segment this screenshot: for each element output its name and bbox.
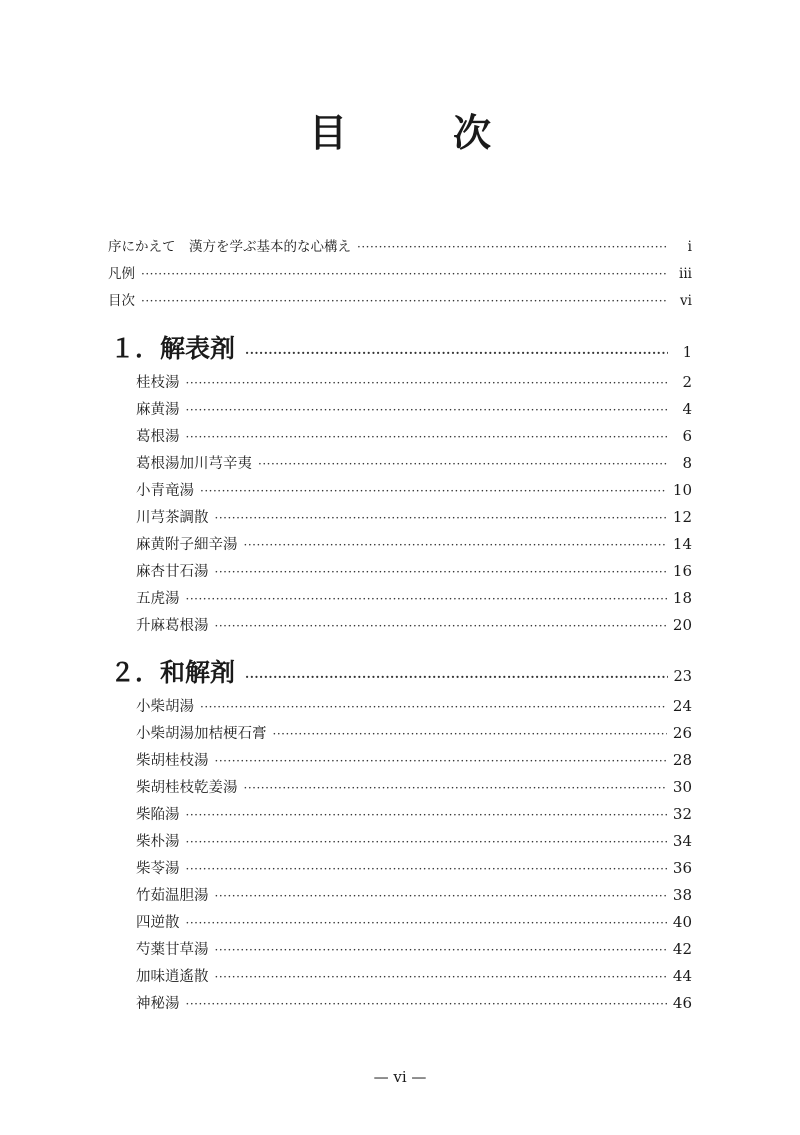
toc-entry-page: 46 [672, 994, 692, 1012]
toc-entry[interactable] [136, 882, 692, 909]
toc-entry-label: 桂枝湯 [136, 375, 180, 391]
chapter-heading: １．解表剤 [110, 334, 236, 363]
toc-entry[interactable] [136, 423, 692, 450]
toc-entry-page: 30 [672, 778, 692, 796]
front-matter [108, 234, 692, 315]
dot-leader [186, 991, 667, 1018]
toc-entry-page: 2 [682, 373, 692, 391]
toc-entry[interactable] [136, 909, 692, 936]
toc-entry[interactable] [136, 531, 692, 558]
toc-entry[interactable] [136, 774, 692, 801]
toc-entry-label: 葛根湯加川芎辛夷 [136, 456, 252, 472]
toc-entry-contents[interactable] [108, 288, 692, 315]
toc-entry-page: 10 [672, 481, 692, 499]
dot-leader [357, 234, 668, 261]
dot-leader [186, 586, 667, 613]
toc-chapter-heading[interactable] [110, 653, 692, 693]
toc-entry[interactable] [136, 963, 692, 990]
toc-entry-label: 神秘湯 [136, 996, 180, 1012]
toc-entry-label: 柴胡桂枝乾姜湯 [136, 780, 238, 796]
toc-entry[interactable] [136, 693, 692, 720]
dot-leader [186, 424, 669, 451]
dot-leader [215, 748, 667, 775]
toc-entry[interactable] [136, 585, 692, 612]
dot-leader [258, 451, 668, 478]
toc-entry-page: 18 [672, 589, 692, 607]
toc-entry-page: 40 [672, 913, 692, 931]
dot-leader [215, 613, 667, 640]
toc-entry-page: 28 [672, 751, 692, 769]
dot-leader [141, 288, 668, 315]
dot-leader [186, 370, 669, 397]
toc-entry[interactable] [136, 369, 692, 396]
toc-chapter-heading[interactable] [110, 329, 692, 369]
toc-entry-notes[interactable] [108, 261, 692, 288]
toc-entry-label: 小青竜湯 [136, 483, 194, 499]
toc-entry-label: 葛根湯 [136, 429, 180, 445]
dot-leader [215, 937, 667, 964]
page-number-footer: — vi — [373, 1068, 427, 1086]
toc-entry[interactable] [136, 801, 692, 828]
toc-entry[interactable] [136, 747, 692, 774]
toc-entry-label: 小柴胡湯加桔梗石膏 [136, 726, 267, 742]
toc-entry-label: 四逆散 [136, 915, 180, 931]
dot-leader [245, 333, 668, 373]
page-title: 目 次 [308, 110, 525, 155]
toc-entry[interactable] [136, 612, 692, 639]
toc-entry-label: 柴陥湯 [136, 807, 180, 823]
dot-leader [245, 657, 668, 697]
dot-leader [244, 775, 667, 802]
toc-entry[interactable] [136, 720, 692, 747]
dot-leader [200, 478, 667, 505]
dot-leader [141, 261, 668, 288]
toc-entry-page: 1 [682, 345, 692, 361]
toc-entry-preface[interactable] [108, 234, 692, 261]
dot-leader [200, 694, 667, 721]
toc-entry-page: 16 [672, 562, 692, 580]
toc-entry[interactable] [136, 990, 692, 1017]
dot-leader [244, 532, 667, 559]
toc-entry-page: 20 [672, 616, 692, 634]
toc-entry-label: 序にかえて 漢方を学ぶ基本的な心構え [108, 239, 351, 255]
toc-entry[interactable] [136, 450, 692, 477]
toc-entry-page: vi [680, 293, 692, 309]
toc-entry[interactable] [136, 558, 692, 585]
chapter-heading: ２．和解剤 [110, 658, 236, 687]
toc-entry-page: 24 [672, 697, 692, 715]
toc-entry-label: 升麻葛根湯 [136, 618, 209, 634]
toc-entry-label: 五虎湯 [136, 591, 180, 607]
toc-entry-label: 芍薬甘草湯 [136, 942, 209, 958]
dot-leader [186, 829, 667, 856]
toc-entry-page: i [687, 239, 692, 255]
toc-entry-page: iii [679, 266, 692, 282]
dot-leader [273, 721, 667, 748]
toc-entry-page: 23 [673, 669, 692, 685]
toc-entry-page: 8 [682, 454, 692, 472]
toc-entry-page: 36 [672, 859, 692, 877]
toc-entry-label: 麻黄附子細辛湯 [136, 537, 238, 553]
toc-entry[interactable] [136, 828, 692, 855]
dot-leader [215, 883, 667, 910]
toc-entry-label: 凡例 [108, 266, 135, 282]
chapter-section [108, 653, 692, 1017]
toc-entry-label: 柴朴湯 [136, 834, 180, 850]
toc-entry-page: 32 [672, 805, 692, 823]
toc-entry-label: 川芎茶調散 [136, 510, 209, 526]
toc-entry[interactable] [136, 477, 692, 504]
toc-entry-label: 加味逍遙散 [136, 969, 209, 985]
dot-leader [215, 964, 667, 991]
toc-entry-page: 42 [672, 940, 692, 958]
toc-entry-page: 34 [672, 832, 692, 850]
dot-leader [215, 505, 667, 532]
dot-leader [186, 397, 669, 424]
toc-entry[interactable] [136, 855, 692, 882]
toc-entry-page: 6 [682, 427, 692, 445]
toc-entry[interactable] [136, 504, 692, 531]
dot-leader [186, 856, 667, 883]
toc-entry-page: 4 [682, 400, 692, 418]
toc-entry-label: 麻黄湯 [136, 402, 180, 418]
toc-entry-label: 竹茹温胆湯 [136, 888, 209, 904]
toc-entry-label: 柴胡桂枝湯 [136, 753, 209, 769]
toc-entry-label: 目次 [108, 293, 135, 309]
toc-entry-page: 44 [672, 967, 692, 985]
toc-entry-page: 12 [672, 508, 692, 526]
dot-leader [186, 802, 667, 829]
chapter-section [108, 329, 692, 639]
toc-entry-label: 柴苓湯 [136, 861, 180, 877]
toc-entry-page: 26 [672, 724, 692, 742]
toc-entry-page: 14 [672, 535, 692, 553]
toc-entry-label: 小柴胡湯 [136, 699, 194, 715]
toc-entry[interactable] [136, 396, 692, 423]
toc-entry-label: 麻杏甘石湯 [136, 564, 209, 580]
dot-leader [215, 559, 667, 586]
toc-entry[interactable] [136, 936, 692, 963]
toc-entry-page: 38 [672, 886, 692, 904]
table-of-contents [108, 234, 692, 1017]
dot-leader [186, 910, 667, 937]
